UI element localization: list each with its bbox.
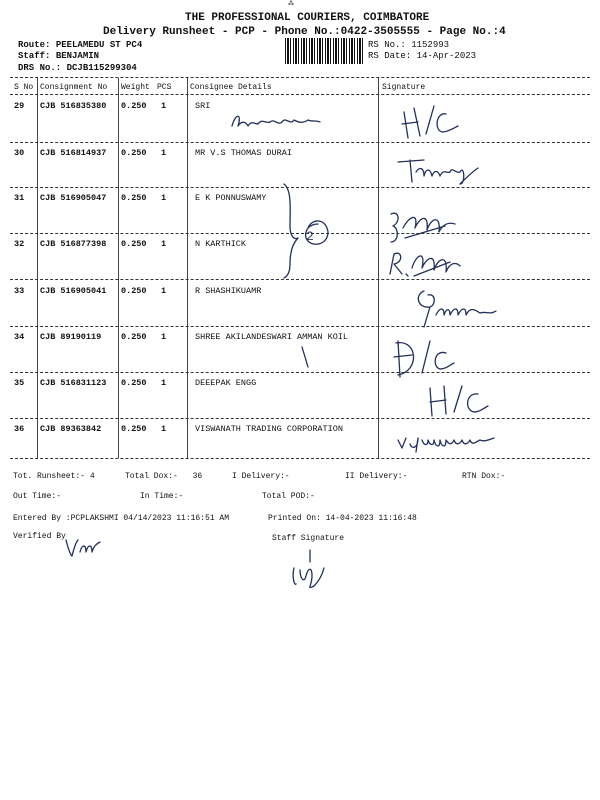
row-consignee: VISWANATH TRADING CORPORATION (195, 424, 343, 434)
staff-value: BENJAMIN (55, 51, 100, 61)
drs-label: DRS No.: (18, 63, 62, 73)
row-sno: 34 (14, 332, 25, 342)
row-sno: 29 (14, 101, 25, 111)
col-consignee: Consignee Details (190, 83, 272, 92)
verified-by-label: Verified By (13, 532, 66, 541)
row-pcs: 1 (161, 193, 167, 203)
total-dox (125, 472, 202, 481)
barcode (285, 38, 363, 64)
row-weight: 0.250 (121, 378, 147, 388)
row-sno: 32 (14, 239, 25, 249)
rs-date-label: RS Date: (368, 51, 412, 61)
entered-by: Entered By :PCPLAKSHMI 04/14/2023 11:16:51 AM (13, 514, 230, 523)
row-consignee: R SHASHIKUAMR (195, 286, 262, 296)
top-stamp-mark: ⁂ (288, 0, 294, 7)
rs-date-line (368, 51, 476, 61)
row-consignment: CJB 516831123 (40, 378, 107, 388)
staff-signature (288, 546, 338, 592)
route-label: Route: (18, 40, 51, 50)
divider (10, 418, 590, 419)
handwritten-stroke (296, 345, 316, 370)
in-time: In Time:- (140, 492, 184, 501)
out-time: Out Time:- (13, 492, 62, 501)
row-sno: 30 (14, 148, 25, 158)
row-pcs: 1 (161, 286, 167, 296)
staff-signature-label: Staff Signature (272, 534, 345, 543)
row-pcs: 1 (161, 378, 167, 388)
verified-signature (62, 534, 102, 560)
handwritten-signature (385, 208, 465, 248)
divider (10, 458, 590, 459)
circle-count: 2 (306, 229, 314, 244)
divider (10, 94, 590, 95)
handwritten-signature (410, 285, 500, 330)
col-sno: S No (14, 83, 34, 92)
rs-date-value: 14-Apr-2023 (416, 51, 477, 61)
row-pcs: 1 (161, 239, 167, 249)
rs-no-value: 1152993 (411, 40, 450, 50)
col-consignment: Consignment No (40, 83, 108, 92)
column-rule (378, 78, 379, 458)
row-consignee: DEEEPAK ENGG (195, 378, 257, 388)
col-signature: Signature (382, 83, 426, 92)
row-sno: 35 (14, 378, 25, 388)
row-weight: 0.250 (121, 286, 147, 296)
row-pcs: 1 (161, 332, 167, 342)
column-rule (187, 78, 188, 458)
row-pcs: 1 (161, 148, 167, 158)
handwritten-signature (398, 100, 468, 142)
rs-no-line (368, 40, 449, 50)
divider (10, 142, 590, 143)
tot-runsheet: Tot. Runsheet:- 4 (13, 472, 95, 481)
runsheet-title: Delivery Runsheet - PCP - Phone No.:0422-3505555 - Page No.:4 (103, 26, 506, 38)
row-weight: 0.250 (121, 332, 147, 342)
row-consignee: N KARTHICK (195, 239, 247, 249)
route-value: PEELAMEDU ST PC4 (55, 40, 143, 50)
rs-no-label: RS No.: (368, 40, 406, 50)
row-consignee: MR V.S THOMAS DURAI (195, 148, 292, 158)
row-pcs: 1 (161, 101, 167, 111)
handwritten-signature (228, 108, 328, 138)
divider (10, 326, 590, 327)
col-pcs: PCS (157, 83, 172, 92)
handwritten-signature (394, 420, 504, 456)
rtn-dox: RTN Dox:- (462, 472, 506, 481)
handwritten-signature (388, 333, 458, 383)
staff-line (18, 51, 99, 61)
handwritten-signature (386, 246, 466, 282)
row-weight: 0.250 (121, 148, 147, 158)
row-weight: 0.250 (121, 101, 147, 111)
staff-label: Staff: (18, 51, 51, 61)
row-consignment: CJB 89363842 (40, 424, 102, 434)
drs-value: DCJB115299304 (66, 63, 137, 73)
row-consignee: SHREE AKILANDESWARI AMMAN KOIL (195, 332, 349, 342)
total-dox-label: Total Dox:- (125, 472, 178, 481)
total-pod: Total POD:- (262, 492, 315, 501)
row-consignment: CJB 516905047 (40, 193, 107, 203)
col-weight: Weight (121, 83, 150, 92)
row-weight: 0.250 (121, 239, 147, 249)
row-consignee: SRI (195, 101, 211, 111)
total-dox-value: 36 (192, 472, 203, 481)
row-sno: 36 (14, 424, 25, 434)
divider (10, 77, 590, 78)
route-line (18, 40, 142, 50)
ii-delivery: II Delivery:- (345, 472, 408, 481)
row-sno: 33 (14, 286, 25, 296)
row-consignment: CJB 516814937 (40, 148, 107, 158)
row-weight: 0.250 (121, 193, 147, 203)
row-consignee: E K PONNUSWAMY (195, 193, 267, 203)
divider (10, 372, 590, 373)
row-sno: 31 (14, 193, 25, 203)
printed-on: Printed On: 14-04-2023 11:16:48 (268, 514, 417, 523)
column-rule (37, 78, 38, 458)
drs-line (18, 63, 137, 73)
column-rule (118, 78, 119, 458)
handwritten-signature (394, 154, 484, 188)
row-weight: 0.250 (121, 424, 147, 434)
handwritten-signature (422, 378, 502, 420)
row-pcs: 1 (161, 424, 167, 434)
row-consignment: CJB 89190119 (40, 332, 102, 342)
row-consignment: CJB 516877398 (40, 239, 107, 249)
i-delivery: I Delivery:- (232, 472, 290, 481)
company-title: THE PROFESSIONAL COURIERS, COIMBATORE (185, 12, 430, 24)
row-consignment: CJB 516905041 (40, 286, 107, 296)
row-consignment: CJB 516835380 (40, 101, 107, 111)
